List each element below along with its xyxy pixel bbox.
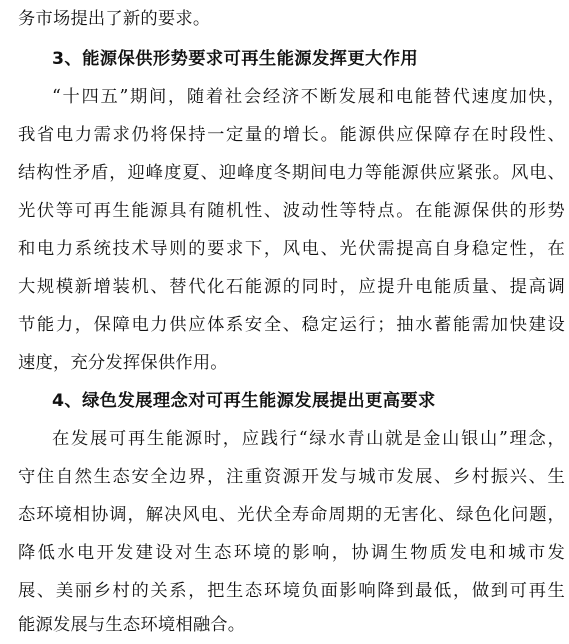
section-4-line: 能源发展与生态环境相融合。	[18, 615, 246, 635]
section-3-line: 我省电力需求仍将保持一定量的增长。能源供应保障存在时段性、	[18, 125, 565, 145]
section-3-line: 结构性矛盾，迎峰度夏、迎峰度冬期间电力等能源供应紧张。风电、	[18, 163, 565, 183]
section-4-line: 降低水电开发建设对生态环境的影响，协调生物质发电和城市发	[18, 543, 565, 563]
section-3-heading: 3、能源保供形势要求可再生能源发挥更大作用	[52, 49, 419, 69]
section-4-line: 态环境相协调，解决风电、光伏全寿命周期的无害化、绿色化问题，	[18, 505, 565, 525]
paragraph-fragment: 务市场提出了新的要求。	[18, 9, 211, 29]
section-4-line: 展、美丽乡村的关系，把生态环境负面影响降到最低，做到可再生	[18, 581, 565, 601]
section-4-line: 在发展可再生能源时，应践行“绿水青山就是金山银山”理念，	[52, 429, 565, 449]
section-3-line: 大规模新增装机、替代化石能源的同时，应提升电能质量、提高调	[18, 277, 565, 297]
section-3-line: 速度，充分发挥保供作用。	[18, 353, 228, 373]
section-3-line: “十四五”期间，随着社会经济不断发展和电能替代速度加快，	[52, 87, 565, 107]
section-3-line: 节能力，保障电力供应体系安全、稳定运行；抽水蓄能需加快建设	[18, 315, 565, 335]
section-4-heading: 4、绿色发展理念对可再生能源发展提出更高要求	[52, 391, 436, 411]
section-3-line: 光伏等可再生能源具有随机性、波动性等特点。在能源保供的形势	[18, 201, 565, 221]
section-4-line: 守住自然生态安全边界，注重资源开发与城市发展、乡村振兴、生	[18, 467, 565, 487]
section-3-line: 和电力系统技术导则的要求下，风电、光伏需提高自身稳定性，在	[18, 239, 565, 259]
